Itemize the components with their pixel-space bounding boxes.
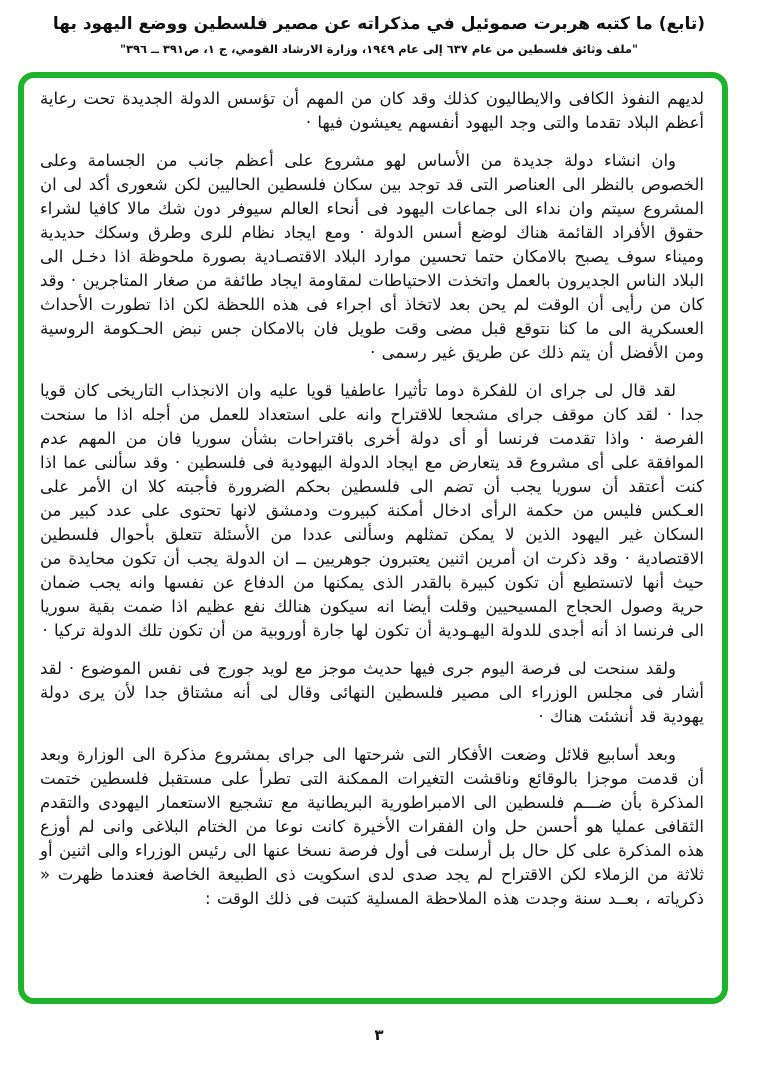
body-paragraph-4: ولقد سنحت لى فرصة اليوم جرى فيها حديث موجز مع لويد جورج فى نفس الموضوع · لقد أشار فى مجلس الوزراء الى مصير فلسطين النهائى وقال لى أنه مشتاق جدا لأن يرى دولة يهودية قد أنشئت هناك ·: [40, 659, 704, 726]
page-number: ٣: [374, 1026, 384, 1044]
text-frame-border: [18, 72, 728, 1004]
body-paragraph-1: لديهم النفوذ الكافى والايطاليون كذلك وقد كان من المهم أن تؤسس الدولة الجديدة تحت رعاية أعظم البلاد تقدما والتى وجد اليهود أنفسهم يعيشون فيها ·: [40, 89, 704, 132]
body-paragraph-5: وبعد أسابيع قلائل وضعت الأفكار التى شرحتها الى جراى بمشروع مذكرة الى الوزارة وبعد أن قدمت موجزا بالوقائع وناقشت التغيرات الممكنة التى تطرأ على مستقبل فلسطين ختمت المذكرة بأن ضـــم فلسطين الى الامبراطورية البريطانية مع تشجيع الاستعمار اليهودى والتقدم الثقافى عمليا هو أحسن حل وان الفقرات الأخيرة كانت نوعا من الختام البلاغى وانى لم أوزع هذه المذكرة على كل حال بل أرسلت فى أول فرصة نسخا عنها الى رئيس الوزراء والى اثنين أو ثلاثة من الزملاء لكن الاقتراح لم يجد صدى لدى اسكويت ذى الطبيعة الخاصة فعندما ظهرت « ذكرياته ، بعــد سنة وجدت هذه الملاحظة المسلية كتبت فى ذلك الوقت :: [40, 745, 704, 908]
page-title: (تابع) ما كتبه هربرت صموئيل في مذكراته عن مصير فلسطين ووضع اليهود بها: [52, 14, 706, 34]
document-header: [0, 0, 758, 57]
body-paragraph-2: وان انشاء دولة جديدة من الأساس لهو مشروع على أعظم جانب من الجسامة وعلى الخصوص بالنظر الى العناصر التى قد توجد بين سكان فلسطين الحاليين لكن شعورى أكد لى ان المشروع سيتم وان نداء الى جماعات اليهود فى أنحاء العالم سيوفر دون شك مالا كافيا لشراء حقوق الأفراد القائمة هناك لوضع أسس الدولة · ومع ايجاد نظام للرى وطرق وسكك حديدية وميناء سوف يصبح بالامكان حتما تحسين موارد البلاد الاقتصـادية بصورة ملحوظة اذا دخـل الى البلاد الناس الجديرون بالعمل واتخذت الاحتياطات لمقاومة ايجاد طائفة من صغار المتاجرين · وقد كان من رأيى أن الوقت لم يحن بعد لاتخاذ أى اجراء فى هذه اللحظة لكن اذا تطورت الأحداث العسكرية الى ما كنا نتوقع قبل مضى وقت طويل فان بالامكان جس نبض الحـكومة الروسية ومن الأفضل أن يتم ذلك عن طريق غير رسمى ·: [40, 151, 704, 362]
body-paragraph-3: لقد قال لى جراى ان للفكرة دوما تأثيرا عاطفيا قويا عليه وان الانجذاب التاريخى كان قويا جدا · لقد كان موقف جراى مشجعا للاقتراح وانه على استعداد للعمل من أجله اذا ما سنحت الفرصة · واذا تقدمت فرنسا أو أى دولة أخرى باقتراحات بشأن سوريا فان من المهم عدم الموافقة على أى مشروع قد يتعارض مع ايجاد الدولة اليهودية فى فلسطين · وقد سألنى عما اذا كنت أعتقد أن سوريا يجب أن تضم الى فلسطين بحكم الضرورة فأجبته كلا ان الأمر على العـكس فليس من حكمة الرأى ادخال أمكنة كبيروت ودمشق لانها تحتوى على عدد كبير من السكان غير اليهود الذين لا يمكن تمثلهم وسألنى عددا من الأسئلة تتعلق بأحوال فلسطين الاقتصادية · وقد ذكرت ان أمرين اثنين يعتبرون جوهريين ــ ان الدولة يجب أن تكون محايدة من حيث أنها لاتستطيع أن تكون كبيرة بالقدر الذى يمكنها من الدفاع عن نفسها وانه يجب ضمان حرية وصول الحجاج المسيحيين وقلت أيضا انه سيكون هنالك نفع عظيم اذا ضمت بقية سوريا الى فرنسا اذ أنه أجدى للدولة اليهـودية أن تكون لها جارة أوروبية من أن تكون تلك الدولة تركيا ·: [40, 381, 704, 640]
page-subtitle: "ملف وثائق فلسطين من عام ٦٣٧ إلى عام ١٩٤٩، وزارة الارشاد القومي، ج ١، ص٣٩١ ــ ٣٩٦": [119, 42, 639, 56]
